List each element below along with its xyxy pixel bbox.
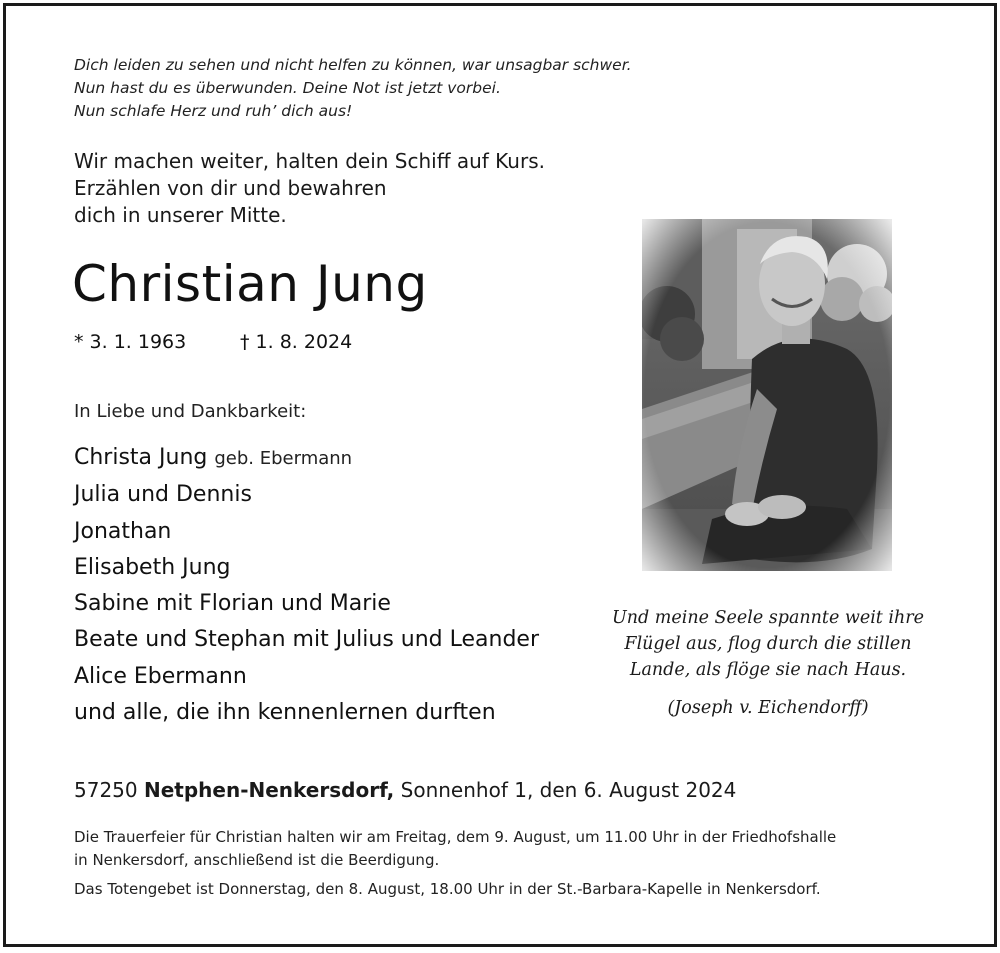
quote-line: Und meine Seele spannte weit ihre [612,608,924,628]
mourner-item: Alice Ebermann [74,663,247,689]
address-zip: 57250 [74,778,138,802]
intro-line: dich in unserer Mitte. [74,203,287,227]
portrait-photo [642,219,892,571]
service-details [74,826,836,901]
details-line: Das Totengebet ist Donnerstag, den 8. August, 18.00 Uhr in der St.-Barbara-Kapelle in Nenkersdorf. [74,880,821,898]
portrait-illustration [642,219,892,571]
quote-author: (Joseph v. Eichendorff) [667,698,869,718]
poem [74,54,632,123]
death-date: † 1. 8. 2024 [240,331,353,353]
address-line [74,776,736,804]
quote-line: Flügel aus, flog durch die stillen [624,634,912,654]
thanks-heading: In Liebe und Dankbarkeit: [74,401,307,422]
poem-line: Nun schlafe Herz und ruh’ dich aus! [74,102,353,120]
birth-date: * 3. 1. 1963 [74,331,187,353]
mourner-item: Beate und Stephan mit Julius und Leander [74,627,539,653]
mourner-item: Julia und Dennis [74,482,252,508]
mourner-maiden-name: geb. Ebermann [214,448,353,469]
details-line: Die Trauerfeier für Christian halten wir am Freitag, dem 9. August, um 11.00 Uhr in der Friedhofshalle [74,828,837,846]
intro-line: Wir machen weiter, halten dein Schiff auf Kurs. [74,149,545,173]
intro-text [74,148,545,229]
mourner-item: Elisabeth Jung [74,554,231,580]
quote-block [600,605,936,721]
address-rest: Sonnenhof 1, den 6. August 2024 [400,778,737,802]
intro-line: Erzählen von dir und bewahren [74,176,387,200]
deceased-name: Christian Jung [72,255,428,313]
quote-line: Lande, als flöge sie nach Haus. [629,660,907,680]
mourner-item: Sabine mit Florian und Marie [74,591,391,617]
mourner-item [74,440,539,477]
address-place: Netphen-Nenkersdorf, [143,778,395,802]
poem-line: Nun hast du es überwunden. Deine Not ist jetzt vorbei. [74,79,501,97]
mourner-item: Jonathan [74,518,172,544]
mourner-name: Christa Jung [74,445,208,470]
mourner-item: und alle, die ihn kennenlernen durften [74,700,496,726]
details-line: in Nenkersdorf, anschließend ist die Beerdigung. [74,851,440,869]
mourners-list [74,440,539,731]
poem-line: Dich leiden zu sehen und nicht helfen zu können, war unsagbar schwer. [74,56,632,74]
